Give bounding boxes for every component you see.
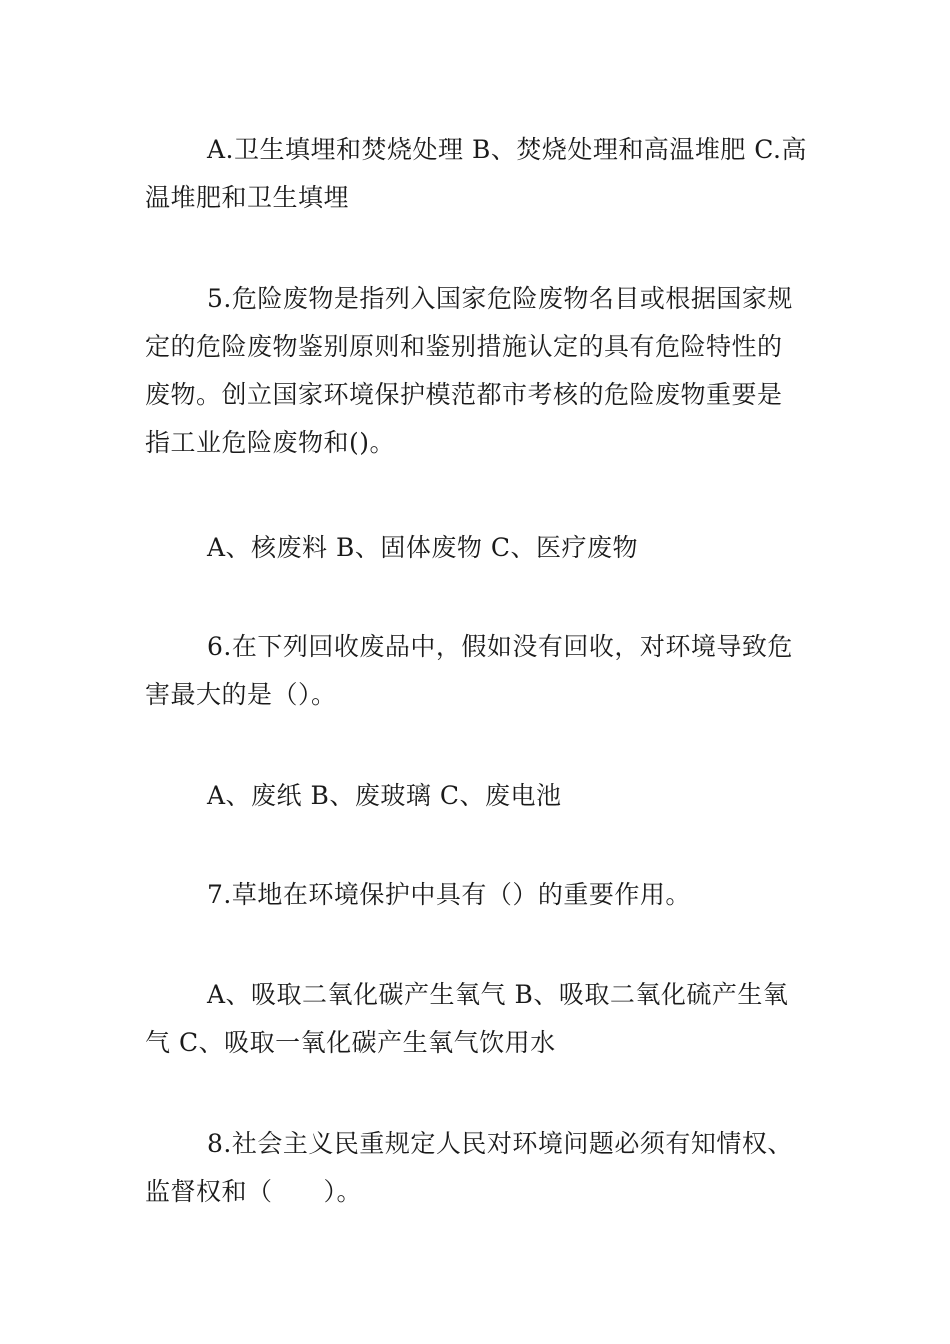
question-5: 5.危险废物是指列入国家危险废物名目或根据国家规定的危险废物鉴别原则和鉴别措施认定的具有危险特性的废物。创立国家环境保护模范都市考核的危险废物重要是指工业危险废物和()。 xyxy=(145,284,793,457)
question-7: 7.草地在环境保护中具有（）的重要作用。 xyxy=(207,880,691,909)
answer-options-q5: A、核废料 B、固体废物 C、医疗废物 xyxy=(207,533,638,562)
question-8: 8.社会主义民重规定人民对环境问题必须有知情权、监督权和（ ）。 xyxy=(145,1129,793,1206)
answer-options-q4: A.卫生填埋和焚烧处理 B、焚烧处理和高温堆肥 C.高温堆肥和卫生填埋 xyxy=(145,135,807,212)
answer-options-q7: A、吸取二氧化碳产生氧气 B、吸取二氧化硫产生氧气 C、吸取一氧化碳产生氧气饮用水 xyxy=(145,980,789,1057)
question-6: 6.在下列回收废品中，假如没有回收，对环境导致危害最大的是（）。 xyxy=(145,632,793,709)
answer-options-q6: A、废纸 B、废玻璃 C、废电池 xyxy=(207,781,562,810)
